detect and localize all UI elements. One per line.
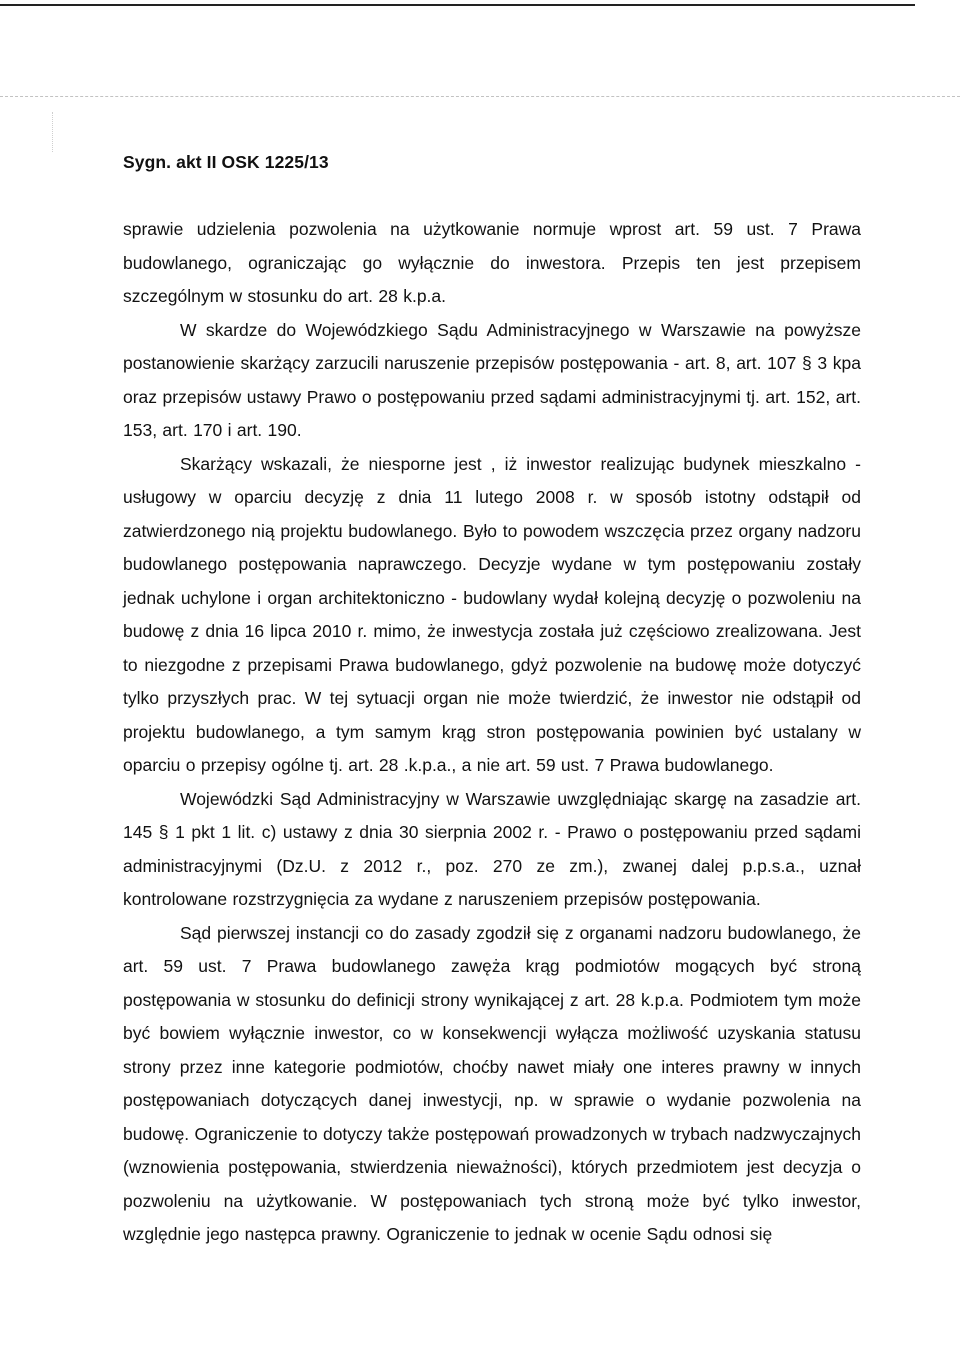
scan-artifact-dashes [0,96,960,97]
paragraph-4: Wojewódzki Sąd Administracyjny w Warszawie uwzględniając skargę na zasadzie art. 145 § 1 pkt 1 lit. c) ustawy z dnia 30 sierpnia 2002 r. - Prawo o postępowaniu przed sądami administracyjnymi (Dz.U. z 2012 r., poz. 270 ze zm.), zwanej dalej p.p.s.a., uznał kontrolowane rozstrzygnięcia za wydane z naruszeniem przepisów postępowania. [123,788,861,909]
document-body [123,213,861,1252]
paragraph-2: W skardze do Wojewódzkiego Sądu Administracyjnego w Warszawie na powyższe postanowienie skarżący zarzucili naruszenie przepisów postępowania - art. 8, art. 107 § 3 kpa oraz przepisów ustawy Prawo o postępowaniu przed sądami administracyjnymi tj. art. 152, art. 153, art. 170 i art. 190. [123,319,861,440]
scan-artifact-specks [52,112,63,152]
scan-top-border-line [0,4,915,6]
paragraph-1: sprawie udzielenia pozwolenia na użytkowanie normuje wprost art. 59 ust. 7 Prawa budowlanego, ograniczając go wyłącznie do inwestora. Przepis ten jest przepisem szczególnym w stosunku do art. 28 k.p.a. [123,219,861,306]
paragraph-5: Sąd pierwszej instancji co do zasady zgodził się z organami nadzoru budowlanego, że art. 59 ust. 7 Prawa budowlanego zawęża krąg podmiotów mogących być stroną postępowania w stosunku do definicji strony wynikającej z art. 28 k.p.a. Podmiotem tym może być bowiem wyłącznie inwestor, co w konsekwencji wyłącza możliwość uzyskania statusu strony przez inne kategorie podmiotów, choćby nawet miały one interes prawny w innych postępowaniach dotyczących danej inwestycji, np. w sprawie o wydanie pozwolenia na budowę. Ograniczenie to dotyczy także postępowań prowadzonych w trybach nadzwyczajnych (wznowienia postępowania, stwierdzenia nieważności), których przedmiotem jest decyzja o pozwoleniu na użytkowanie. W postępowaniach tych stroną może być tylko inwestor, względnie jego następca prawny. Ograniczenie to jednak w ocenie Sądu odnosi się [123,922,861,1244]
case-signature: Sygn. akt II OSK 1225/13 [123,152,329,172]
paragraph-3: Skarżący wskazali, że niesporne jest , iż inwestor realizując budynek mieszkalno - usługowy w oparciu decyzję z dnia 11 lutego 2008 r. w sposób istotny odstąpił od zatwierdzonego nią projektu budowlanego. Było to powodem wszczęcia przez organy nadzoru budowlanego postępowania naprawczego. Decyzje wydane w tym postępowaniu zostały jednak uchylone i organ architektoniczno - budowlany wydał kolejną decyzję o pozwoleniu na budowę z dnia 16 lipca 2010 r. mimo, że inwestycja została już częściowo zrealizowana. Jest to niezgodne z przepisami Prawa budowlanego, gdyż pozwolenie na budowę może dotyczyć tylko przyszłych prac. W tej sytuacji organ nie może twierdzić, że inwestor nie odstąpił od projektu budowlanego, a tym samym krąg stron postępowania powinien być ustalany w oparciu o przepisy ogólne tj. art. 28 .k.p.a., a nie art. 59 ust. 7 Prawa budowlanego. [123,453,861,775]
